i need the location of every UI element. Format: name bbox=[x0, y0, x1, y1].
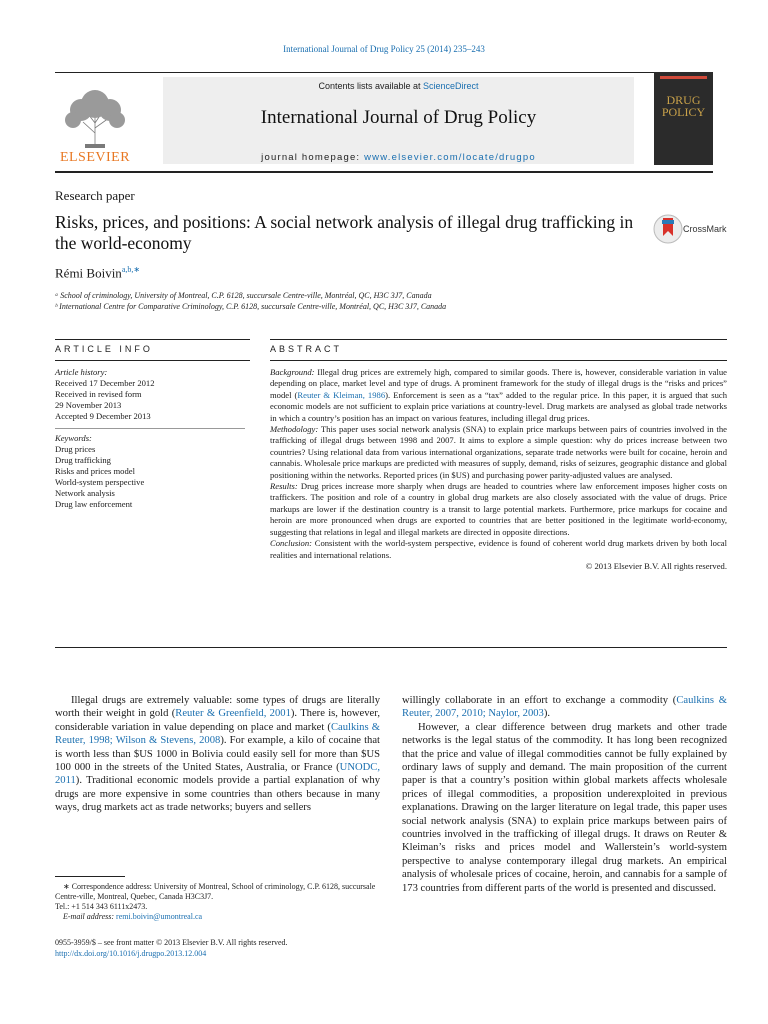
author-marks[interactable]: a,b,∗ bbox=[121, 265, 141, 274]
abstract-methodology: Methodology: This paper uses social network analysis (SNA) to explain price markups between pairs of countries involved in the trafficking of illegal drugs between 1998 and 2007. It aims to explore a simple question: why do prices increase between two countries? Using relational data from various international organizations, separate trade networks were built for cocaine, heroin and cannabis. Wholesale price markups are predicted with measures of supply, demand, risks of seizures, geographic distance and global positioning within the networks. Reported prices (in $US) and purchasing power parity-adjusted values are analysed. bbox=[270, 424, 727, 480]
keyword-item: Drug law enforcement bbox=[55, 499, 133, 509]
keyword-item: World-system perspective bbox=[55, 477, 145, 487]
history-label: Article history: bbox=[55, 367, 108, 377]
abstract-body bbox=[270, 367, 727, 572]
journal-homepage: journal homepage: www.elsevier.com/locate/drugpo bbox=[261, 152, 536, 163]
history-item: Accepted 9 December 2013 bbox=[55, 411, 151, 421]
contents-availability: Contents lists available at ScienceDirect bbox=[318, 81, 479, 91]
body-paragraph: willingly collaborate in an effort to exchange a commodity (Caulkins & Reuter, 2007, 2010; Naylor, 2003). bbox=[402, 695, 727, 720]
front-matter bbox=[55, 937, 385, 959]
article-info bbox=[55, 367, 245, 510]
footnote-rule bbox=[55, 876, 125, 877]
article-type: Research paper bbox=[55, 188, 135, 203]
body-paragraph: However, a clear difference between drug markets and other trade networks is the legal status of the commodity. It has long been recognized that the price and value of illegal commodities cannot be fully explained by ordinary laws of supply and demand. The main proposition of the current paper is that a country’s position within global markets affects wholesale prices of illegal commodities, a proposition underexploited in previous explanations. Drawing on the larger literature on legal trade, this paper uses social network analysis (SNA) to explain price markups between pairs of countries involved in the trafficking of illegal drugs. It draws on Reuter & Kleiman’s risks and prices model and Wallerstein’s world-system perspective to analyse contemporary illegal drug markets. An empirical analysis of wholesale prices of cocaine, heroin, and cannabis for a sample of 173 countries from different parts of the world is presented and discussed. bbox=[402, 721, 727, 894]
correspondence-footnote: ∗ Correspondence address: University of Montreal, School of criminology, C.P. 6128, succursale Centre-ville, Montreal, Quebec, Canada H3C3J7. Tel.: +1 514 343 6111x2473. E-mail address: remi.boivin@umontreal.ca bbox=[55, 882, 376, 921]
history-item: 29 November 2013 bbox=[55, 400, 122, 410]
issn-line: 0955-3959/$ – see front matter © 2013 Elsevier B.V. All rights reserved. bbox=[55, 938, 288, 947]
affiliation-b: ᵇ International Centre for Comparative Criminology, C.P. 6128, succursale Centre-ville, Montréal, QC, H3C 3J7, Canada bbox=[55, 302, 447, 311]
keyword-item: Network analysis bbox=[55, 488, 115, 498]
journal-title: International Journal of Drug Policy bbox=[260, 107, 537, 128]
abstract-subrule bbox=[270, 360, 727, 361]
article-info-heading: ARTICLE INFO bbox=[55, 344, 153, 354]
history-item: Received in revised form bbox=[55, 389, 142, 399]
history-item: Received 17 December 2012 bbox=[55, 378, 155, 388]
homepage-link[interactable]: www.elsevier.com/locate/drugpo bbox=[364, 152, 536, 163]
body-left-column bbox=[55, 694, 380, 815]
sciencedirect-link[interactable]: ScienceDirect bbox=[423, 81, 479, 91]
journal-cover-thumbnail bbox=[654, 72, 713, 165]
abstract-results: Results: Drug prices increase more sharply when drugs are headed to countries where law enforcement imposes higher costs on traffickers. The position and role of a country in global drug markets are also closely associated with the value of drugs. Price markups are lower if the destination country is a transit to large potential markets. Furthermore, price markups for cocaine and heroin are more pronounced when drugs are exported to countries that are better positioned in the legitimate world-economy, suggesting that relations in legal and illegal markets are directed in opposite directions. bbox=[270, 481, 727, 537]
doi-link[interactable]: http://dx.doi.org/10.1016/j.drugpo.2013.12.004 bbox=[55, 949, 207, 958]
keyword-item: Drug prices bbox=[55, 444, 96, 454]
masthead-top-rule bbox=[55, 72, 713, 73]
article-info-rule bbox=[55, 339, 250, 340]
elsevier-wordmark: ELSEVIER bbox=[59, 150, 131, 165]
citation-link[interactable]: Reuter & Greenfield, 2001 bbox=[175, 708, 291, 720]
article-title: Risks, prices, and positions: A social network analysis of illegal drug trafficking in the world-economy bbox=[55, 212, 634, 253]
abstract-conclusion: Conclusion: Consistent with the world-system perspective, evidence is found of coherent world drug markets driven by both local realities and international relations. bbox=[270, 538, 727, 560]
email-link[interactable]: remi.boivin@umontreal.ca bbox=[116, 912, 203, 921]
crossmark-label[interactable]: CrossMark bbox=[683, 224, 727, 234]
journal-reference[interactable]: International Journal of Drug Policy 25 (2014) 235–243 bbox=[283, 44, 485, 54]
cover-accent-bar bbox=[660, 76, 707, 79]
affiliation-a: ᵃ School of criminology, University of Montreal, C.P. 6128, succursale Centre-ville, Montréal, QC, H3C 3J7, Canada bbox=[55, 291, 432, 300]
keyword-item: Risks and prices model bbox=[55, 466, 135, 476]
abstract-rule bbox=[270, 339, 727, 340]
cover-title: DRUG POLICY bbox=[661, 93, 706, 119]
masthead-bottom-rule bbox=[55, 171, 713, 173]
citation-link[interactable]: Reuter & Kleiman, 1986 bbox=[297, 389, 386, 400]
keyword-item: Drug trafficking bbox=[55, 455, 111, 465]
body-right-column bbox=[402, 694, 727, 895]
keywords-label: Keywords: bbox=[55, 433, 92, 443]
author bbox=[55, 265, 140, 281]
abstract-copyright: © 2013 Elsevier B.V. All rights reserved. bbox=[585, 560, 727, 571]
citation-link[interactable]: Caulkins & Reuter, 2007, 2010; Naylor, 2003 bbox=[402, 695, 727, 720]
citation-link[interactable]: UNODC, 2011 bbox=[55, 762, 380, 787]
author-name: Rémi Boivin bbox=[55, 265, 122, 281]
article-info-subrule bbox=[55, 360, 250, 361]
citation-link[interactable]: Caulkins & Reuter, 1998; Wilson & Stevens, 2008 bbox=[55, 721, 380, 747]
abstract-end-rule bbox=[55, 647, 727, 648]
abstract-heading: ABSTRACT bbox=[270, 344, 343, 354]
keywords-divider bbox=[55, 428, 245, 429]
abstract-background: Background: Illegal drug prices are extremely high, compared to similar goods. There is, however, considerable variation in value depending on place, market level and type of drugs. A prominent framework for the study of illegal drugs is the “risks and prices” model (Reuter & Kleiman, 1986). Enforcement is seen as a “tax” added to the regular price. In this paper, it is argued that such economic models are not sufficient to explain price variations at country-level. Drug markets are analysed as global trade networks in which a country’s position has an impact on various features, including illegal drug prices. bbox=[270, 367, 727, 423]
body-paragraph: Illegal drugs are extremely valuable: some types of drugs are literally worth their weight in gold (Reuter & Greenfield, 2001). There is, however, considerable variation in value depending on place and market (Caulkins & Reuter, 1998; Wilson & Stevens, 2008). For example, a kilo of cocaine that is worth less than $US 1000 in Bolivia could easily sell for more than $US 100 000 in the streets of the United States, Australia, or France (UNODC, 2011). Traditional economic models provide a partial explanation of why drugs are more expensive in some countries than others because in many ways, drug markets act as trade networks; buyers and sellers bbox=[55, 695, 380, 814]
